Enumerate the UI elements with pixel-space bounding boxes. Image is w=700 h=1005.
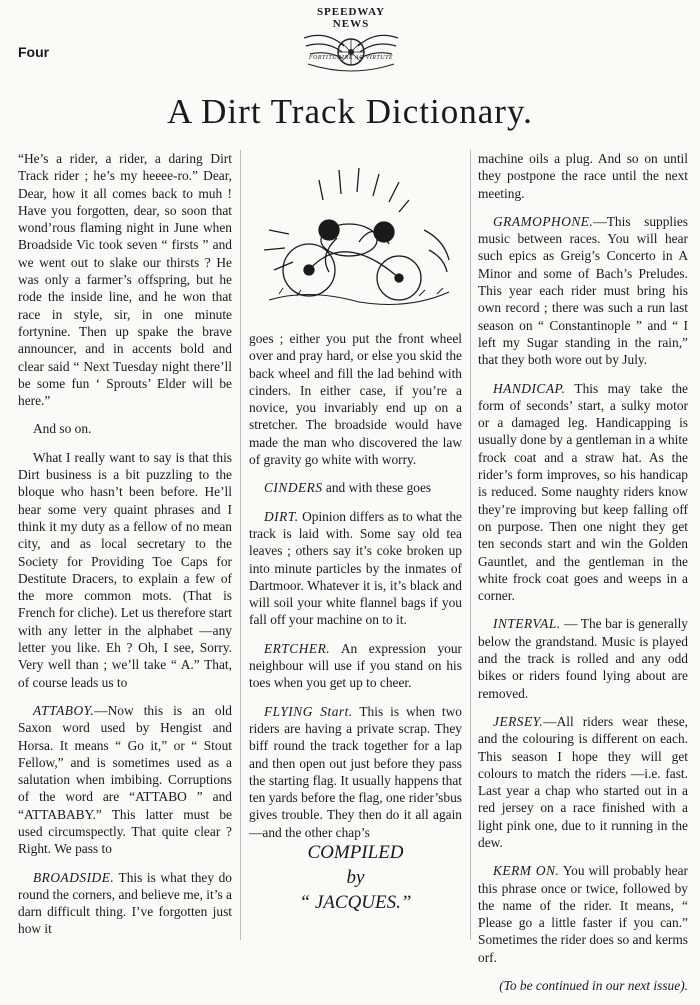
page-number: Four bbox=[18, 44, 50, 60]
author-name: “ JACQUES.” bbox=[299, 892, 412, 913]
headword: CINDERS bbox=[264, 480, 323, 496]
headword: BROADSIDE. bbox=[33, 869, 115, 885]
explanation-paragraph: What I really want to say is that this Dirt business is a bit puzzling to the bloque who hasn’t been before. He’ll hear some very quaint phrases and I think it my duty as a fellow of no mean city, and as local secretary to the Society for Providing Toe Caps for Destitute Dracers, to explain a few of the more common mots. (That is French for cliche). Let us therefore start with any letter in the alphabet —any letter you like. Eh ? Oh, I see, Sorry. Very well than ; we’ll take “ A.” That, of course leads us to bbox=[18, 449, 232, 690]
definition: — The bar is generally below the grandstand. Music is played and the track is rolled and any odd bikes or riders found lying about are removed. bbox=[478, 616, 688, 701]
flying-start-continued: machine oils a plug. And so on until they postpone the race until the next meeting. bbox=[478, 151, 688, 201]
by-label: by bbox=[346, 867, 365, 888]
continued-note: (To be continued in our next issue). bbox=[499, 978, 688, 994]
headword: KERM ON. bbox=[493, 863, 560, 879]
headword: JERSEY. bbox=[493, 713, 544, 729]
definition: Opinion differs as to what the track is laid with. Some say old tea leaves ; others say it’s coke broken up into minute particles by the inmates of Dartmoor. Whatever it is, it’s black and will soil your white flannel bags if you fall off your machine on to it. bbox=[249, 508, 462, 628]
column-divider bbox=[470, 150, 471, 940]
headword: ERTCHER. bbox=[264, 640, 331, 656]
definition: This is when two riders are having a private scrap. They biff round the track together for a lap and then open out just before they pass the starting flag. It usually happens that ten yards before the flag, one rider’sbus gives trouble. They then do it all again—and the other chap’s bbox=[249, 703, 462, 840]
definition: —All riders wear these, and the colouring is different on each. This season I hope they will get colours to match the riders —i.e. fast. Last year a chap who started out in a red jersey on a race finished with a light pink one, due to it running in the dew. bbox=[478, 713, 688, 850]
entry-kerm-on bbox=[478, 862, 688, 966]
definition: This may take the form of seconds’ start, a sulky motor or a damaged leg. Handicapping is usually done by a gentleman in a white frock coat and a straw hat. As the rider’s form improves, so his handicap is reduced. Some naughty riders know they’re improving but keep falling off on purpose. Then one night they get ten seconds start and win the Golden Gauntlet, and the gentleman in the white frock coat goes and weeps in a corner. bbox=[478, 380, 688, 604]
speedway-news-logo bbox=[293, 6, 409, 82]
compiled-label: COMPILED bbox=[307, 842, 404, 863]
entry-jersey bbox=[478, 713, 688, 851]
and-so-on-paragraph: And so on. bbox=[33, 421, 92, 437]
logo-line-2: NEWS bbox=[332, 18, 370, 30]
entry-attaboy bbox=[18, 702, 232, 858]
entry-gramophone bbox=[478, 213, 688, 369]
entry-broadside bbox=[18, 869, 232, 938]
entry-ertcher bbox=[249, 640, 462, 692]
entry-flying-start bbox=[249, 703, 462, 841]
definition: —Now this is an old Saxon word used by Hengist and Horsa. It means “ Go it,” or “ Stout Fellow,” and is sometimes used as a salutation when imbibing. Corruptions of the word are “ATTABO ” and “ATTABABY.” This latter must be used circumspectly. That quite clear ? Right. We pass to bbox=[18, 702, 232, 857]
winged-wheel-emblem-icon bbox=[296, 30, 406, 78]
dirt-track-riders-illustration bbox=[249, 160, 462, 310]
column-divider bbox=[240, 150, 241, 940]
definition: and with these goes bbox=[322, 480, 432, 496]
article-title: A Dirt Track Dictionary. bbox=[167, 92, 533, 131]
entry-handicap bbox=[478, 380, 688, 605]
logo-motto: FORTITUDINE AC VIRTUTE bbox=[308, 55, 394, 61]
column-3 bbox=[478, 150, 688, 1005]
entry-cinders bbox=[249, 479, 462, 496]
headword: GRAMOPHONE. bbox=[493, 213, 594, 229]
intro-paragraph: “He’s a rider, a rider, a daring Dirt Track rider ; he’s my heeee-ro.” Dear, Dear, how it all comes back to muh ! Have you forgotten, dear, so soon that wond’rous flaming night in June when Broadside Vic took seven “ firsts ” and we went out to slake our thirsts ? He was only a farmer’s offspring, but he rode the inside line, and he won that race in style, sir, in one minute fortynine. Then up spake the brave announcer, and in accents bold and clear said “ Next Tuesday night there’ll be some fun ‘ Sprouts’ Elder will be here.” bbox=[18, 151, 232, 409]
column-1 bbox=[18, 150, 232, 949]
headword: INTERVAL. bbox=[493, 616, 561, 632]
definition: —This supplies music between races. You will hear such epics as Greig’s Concerto in A Minor and some of Bach’s Preludes. This year each rider must bring his own record ; there was such a run last season on “ Constantinople ” and “ I left my Sugar standing in the rain,” that they both wore out by July. bbox=[478, 213, 688, 368]
column-2 bbox=[249, 330, 462, 852]
headword: FLYING Start. bbox=[264, 703, 353, 719]
entry-interval bbox=[478, 615, 688, 701]
entry-dirt bbox=[249, 508, 462, 629]
broadside-continued: goes ; either you put the front wheel over and pray hard, or else you skid the back wheel and fill the lad behind with cinders. In either case, if you’re a novice, you invariably end up on a stretcher. The broadside would have made the man who discovered the law of gravity go white with worry. bbox=[249, 331, 462, 468]
definition: This is what they do round the corners, and believe me, it’s a darn difficult thing. I’ve forgotten just how it bbox=[18, 869, 232, 937]
headword: ATTABOY. bbox=[33, 702, 95, 718]
definition: You will probably hear this phrase once or twice, followed by the name of the rider. It means, “ Please go a little faster if you can.” Sometimes the rider does so and kerms orf. bbox=[478, 863, 688, 965]
headword: HANDICAP. bbox=[493, 380, 566, 396]
definition: An expression your neighbour will use if you stand on his toes when you get up to cheer. bbox=[249, 640, 462, 691]
logo-line-1: SPEEDWAY bbox=[316, 6, 386, 18]
compiled-by-credit bbox=[249, 840, 462, 915]
headword: DIRT. bbox=[264, 508, 299, 524]
